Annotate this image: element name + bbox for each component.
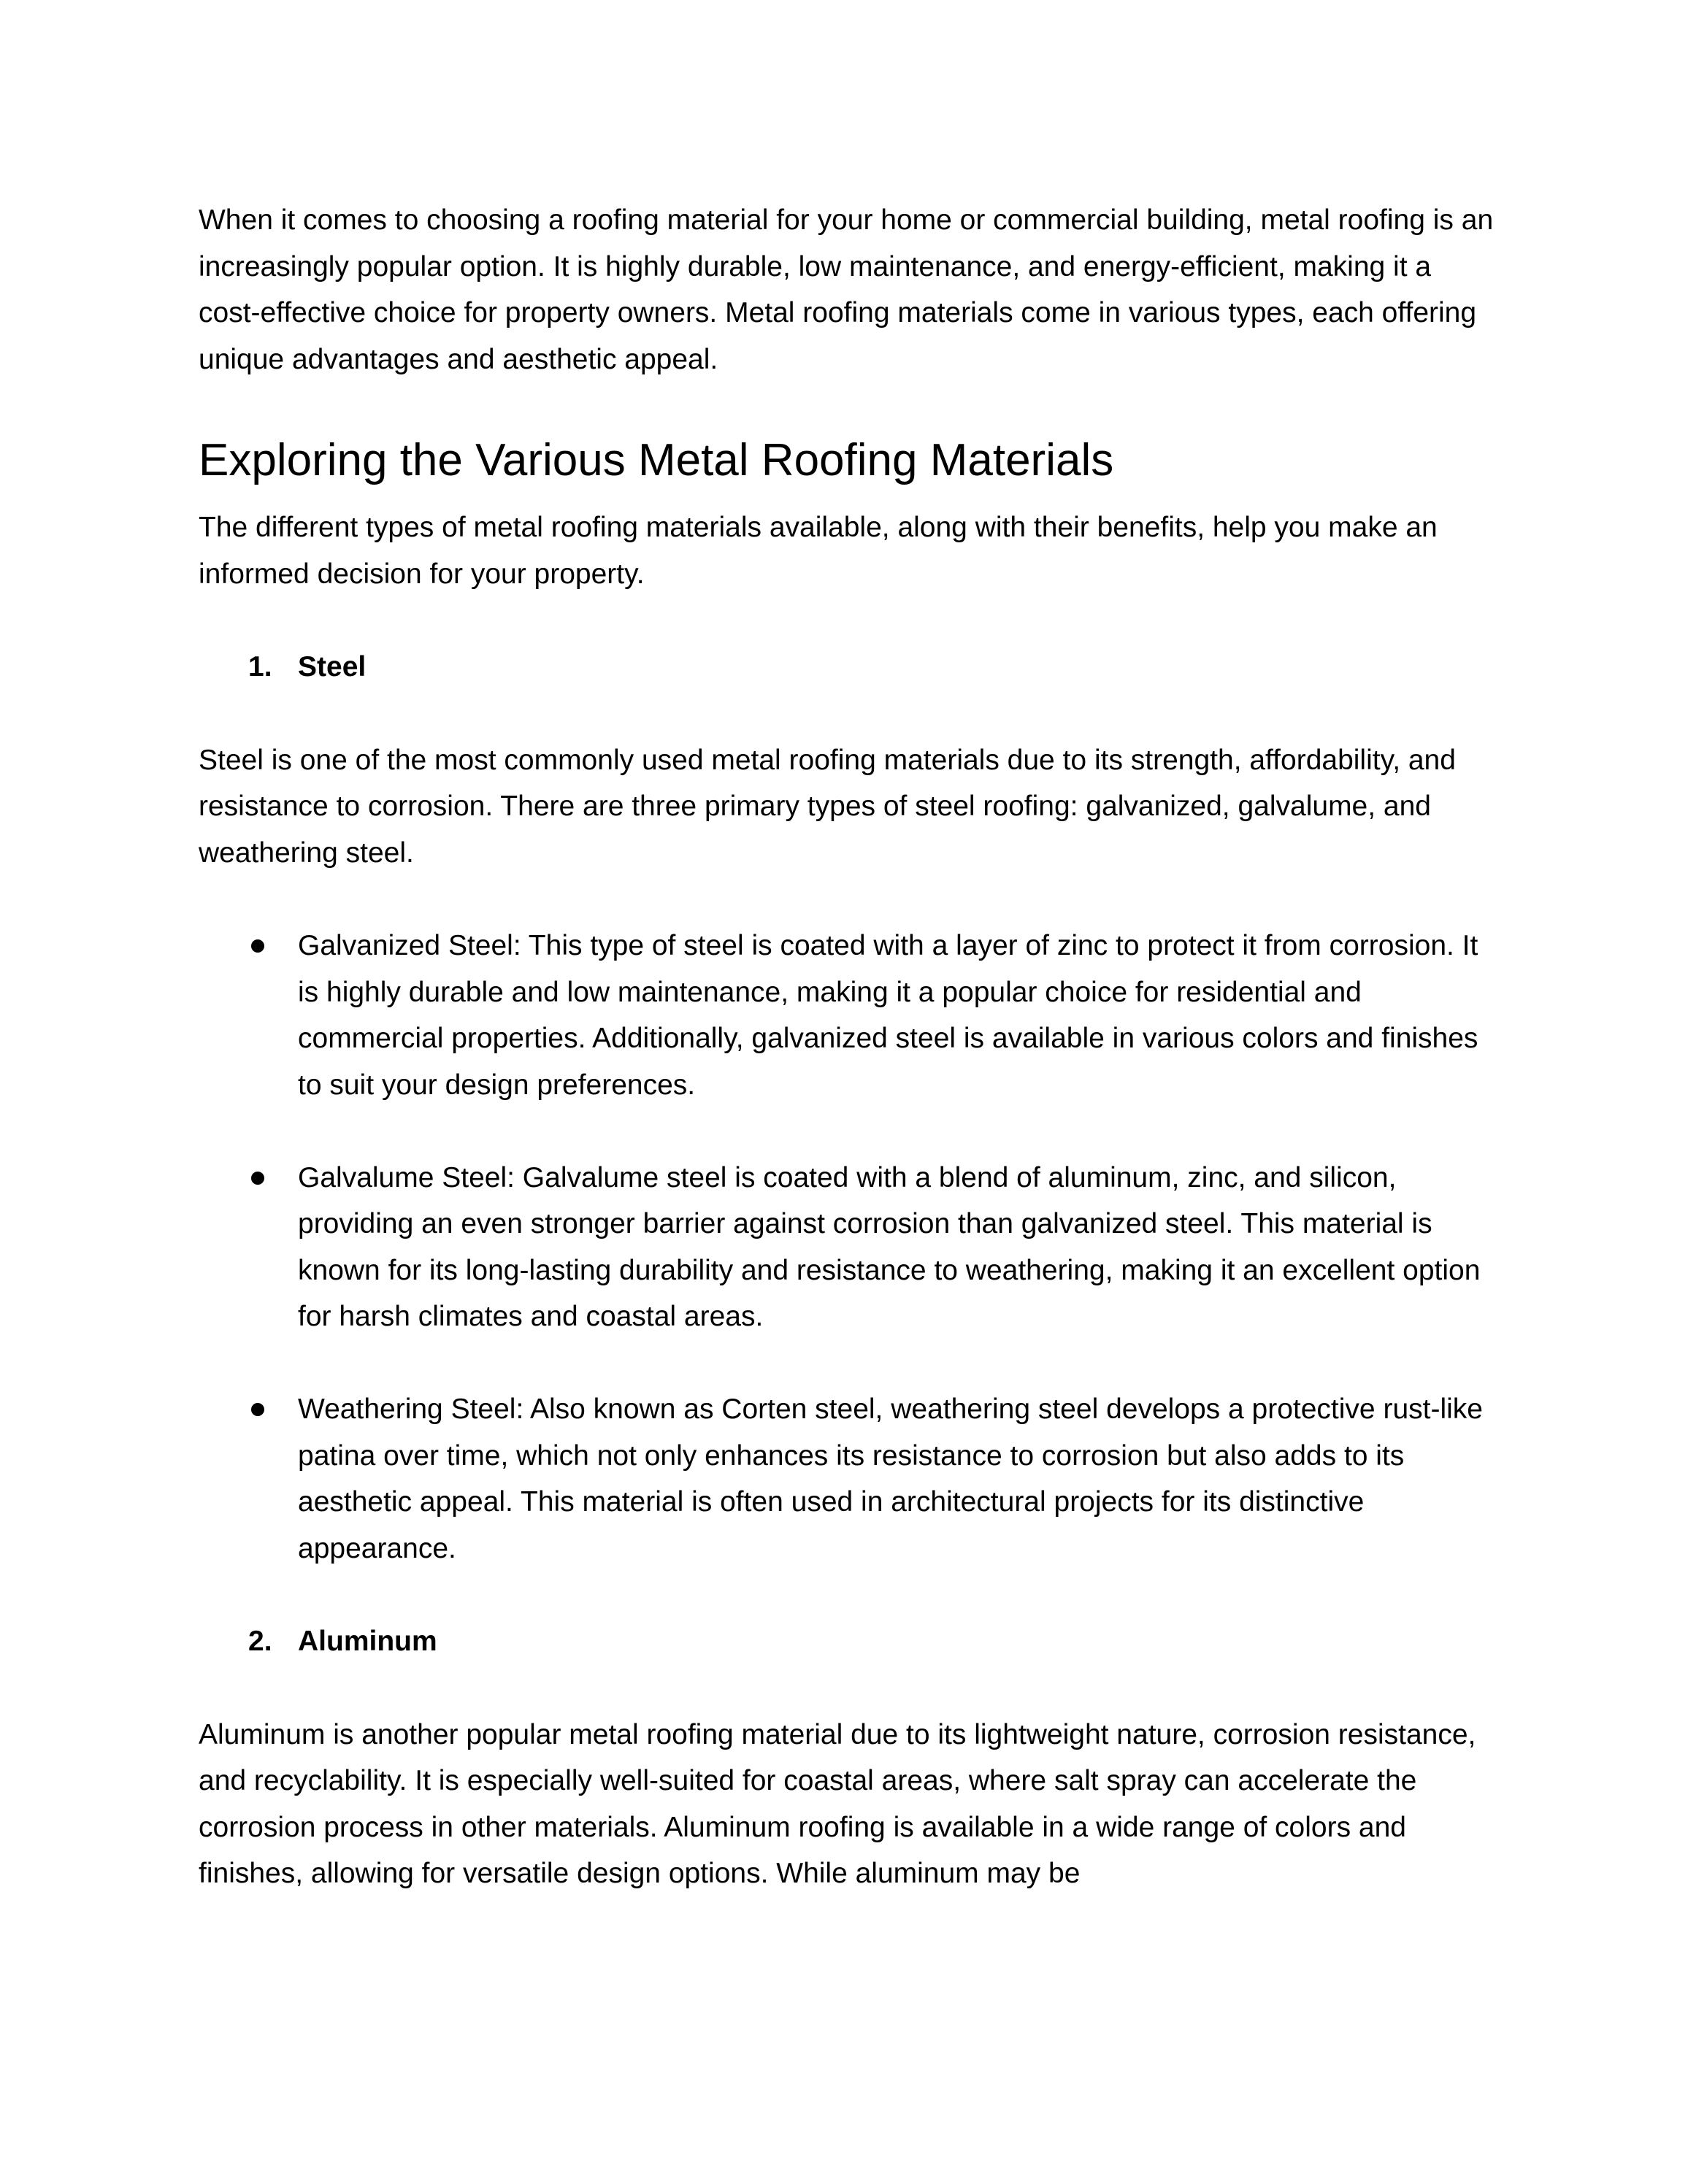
list-item [199, 1155, 1498, 1340]
list-item [199, 1386, 1498, 1572]
bullet-icon [251, 939, 264, 953]
bullet-icon [251, 1403, 264, 1416]
list-item-text: Galvalume Steel: Galvalume steel is coated with a blend of aluminum, zinc, and silicon, providing an even stronger barrier against corrosion than galvanized steel. This material is known for its long-lasting durability and resistance to weathering, making it an excellent option for harsh climates and coastal areas. [298, 1161, 1481, 1332]
intro-paragraph: When it comes to choosing a roofing material for your home or commercial building, metal roofing is an increasingly popular option. It is highly durable, low maintenance, and energy-efficient, making it a cost-effective choice for property owners. Metal roofing materials come in various types, each offering unique advantages and aesthetic appeal. [199, 204, 1494, 375]
bullet-icon [251, 1172, 264, 1185]
list-item-text: Galvanized Steel: This type of steel is coated with a layer of zinc to protect it from corrosion. It is highly durable and low maintenance, making it a popular choice for residential and commercial properties. Additionally, galvanized steel is available in various colors and finishes to suit your design preferences. [298, 930, 1478, 1101]
list-number: 2. [248, 1626, 272, 1657]
list-number: 1. [248, 651, 272, 682]
document-page [199, 197, 1498, 1897]
steel-types-list [199, 923, 1498, 1572]
numbered-heading-title: Aluminum [298, 1626, 437, 1657]
section-heading: Exploring the Various Metal Roofing Materials [199, 435, 1114, 485]
aluminum-paragraph: Aluminum is another popular metal roofing material due to its lightweight nature, corrosion resistance, and recyclability. It is especially well-suited for coastal areas, where salt spray can accelerate the corrosion process in other materials. Aluminum roofing is available in a wide range of colors and finishes, allowing for versatile design options. While aluminum may be [199, 1718, 1476, 1889]
numbered-heading-steel [199, 644, 1498, 691]
heading-intro-paragraph: The different types of metal roofing materials available, along with their benefits, help you make an informed decision for your property. [199, 512, 1438, 590]
numbered-heading-title: Steel [298, 651, 367, 682]
steel-paragraph: Steel is one of the most commonly used metal roofing materials due to its strength, affordability, and resistance to corrosion. There are three primary types of steel roofing: galvanized, galvalume, and weathering steel. [199, 744, 1456, 869]
numbered-heading-aluminum [199, 1618, 1498, 1665]
list-item-text: Weathering Steel: Also known as Corten steel, weathering steel develops a protective rust-like patina over time, which not only enhances its resistance to corrosion but also adds to its aesthetic appeal. This material is often used in architectural projects for its distinctive appearance. [298, 1393, 1483, 1564]
list-item [199, 923, 1498, 1108]
